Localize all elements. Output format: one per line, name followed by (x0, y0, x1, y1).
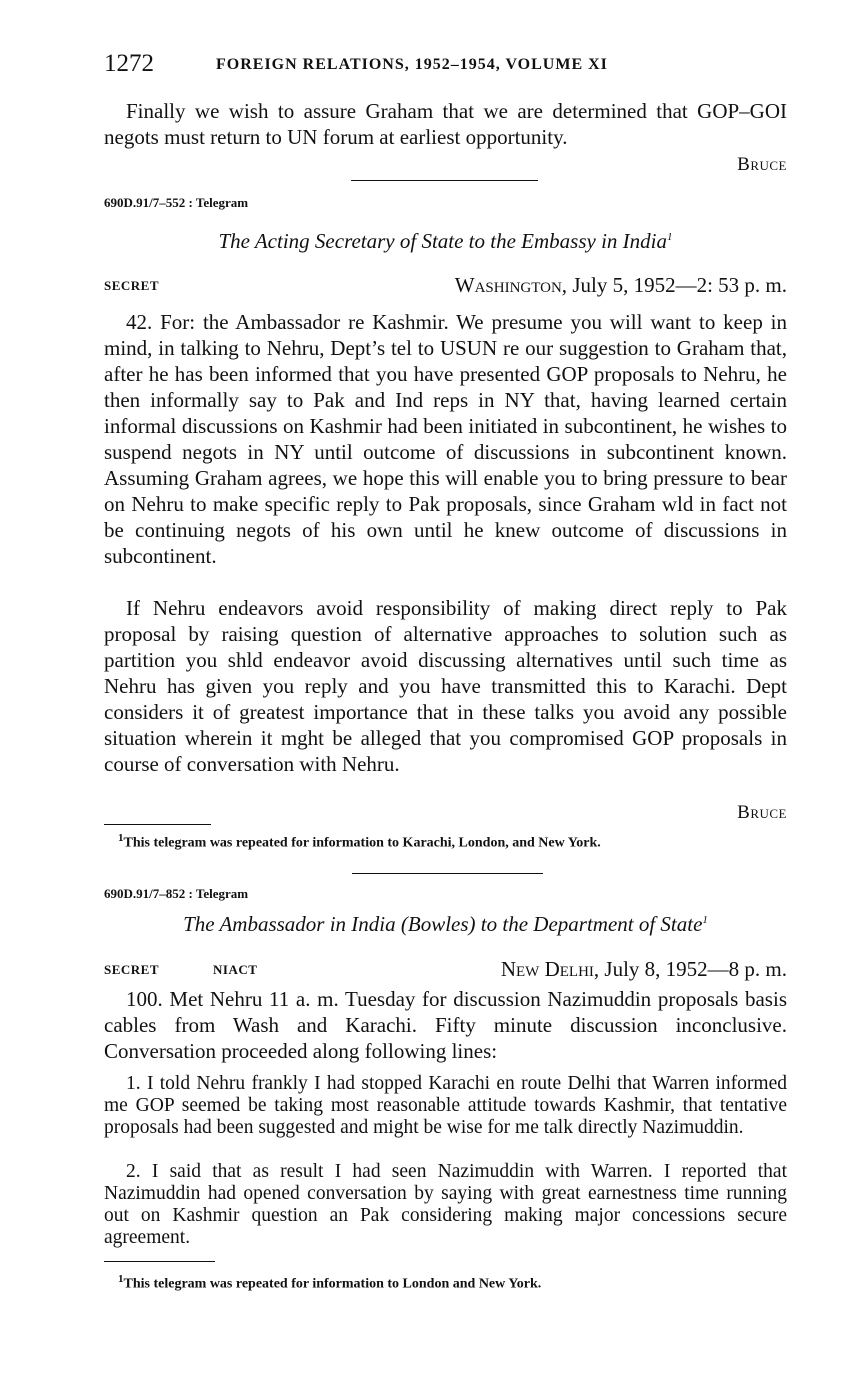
doc2-date: July 8, 1952—8 p. m. (604, 957, 787, 981)
doc1-date: July 5, 1952—2: 53 p. m. (572, 273, 787, 297)
doc2-footnote-text: This telegram was repeated for information to London and New York. (123, 1276, 542, 1292)
doc1-file-reference: 690D.91/7–552 : Telegram (104, 195, 249, 210)
doc2-dateline (501, 957, 787, 982)
running-title: FOREIGN RELATIONS, 1952–1954, VOLUME XI (216, 56, 608, 73)
doc2-heading-footnote-mark: 1 (702, 914, 708, 926)
doc1-heading (104, 229, 787, 254)
doc1-heading-text: The Acting Secretary of State to the Embassy in India (218, 229, 667, 253)
doc2-footnote-rule (104, 1261, 215, 1262)
doc2-heading-post: ) to the Department of State (468, 912, 703, 936)
doc1-footnote (104, 830, 787, 852)
doc1-footnote-mark: 1 (118, 832, 124, 844)
doc2-item-2: 2. I said that as result I had seen Nazimuddin with Warren. I reported that Nazimuddin had opened conversation by saying with great earnestness time running out on Kashmir question an Pak considering making major concessions secure agreement. (104, 1161, 787, 1248)
doc2-paragraph: 100. Met Nehru 11 a. m. Tuesday for discussion Nazimuddin proposals basis cables from Wash and Karachi. Fifty minute discussion inconclusive. Conversation proceeded along following lines: (104, 987, 787, 1063)
doc2-priority: NIACT (213, 962, 258, 977)
doc2-classification: SECRET (104, 962, 160, 977)
doc1-footnote-text: This telegram was repeated for information to Karachi, London, and New York. (123, 835, 601, 851)
page-number: 1272 (104, 50, 154, 77)
doc2-heading (104, 912, 787, 937)
intro-signature: Bruce (737, 154, 787, 175)
doc2-footnote-mark: 1 (118, 1273, 124, 1285)
doc1-paragraph-2: If Nehru endeavors avoid responsibility of making direct reply to Pak proposal by raising question of alternative approaches to solution such as partition you shld endeavor avoid discussing alternatives until such time as Nehru has given you reply and you have transmitted this to Karachi. Dept considers it of greatest importance that in these talks you avoid any possible situation wherein it mght be alleged that you compromised GOP proposals in course of conversation with Nehru. (104, 596, 787, 776)
doc2-place: New Delhi, (500, 957, 600, 981)
doc1-heading-footnote-mark: 1 (667, 231, 673, 243)
doc2-footnote (104, 1271, 787, 1293)
doc2-file-reference: 690D.91/7–852 : Telegram (104, 886, 249, 901)
intro-paragraph: Finally we wish to assure Graham that we are determined that GOP–GOI negots must return to UN forum at earliest opportunity. (104, 99, 787, 149)
doc2-item-1: 1. I told Nehru frankly I had stopped Karachi en route Delhi that Warren informed me GOP seemed be taking most reasonable attitude towards Kashmir, that tentative proposals had been suggested and might be wise for me talk directly Nazimuddin. (104, 1073, 787, 1138)
doc1-footnote-rule (104, 824, 211, 825)
doc2-heading-name: Bowles (407, 912, 469, 936)
doc1-paragraph-1: 42. For: the Ambassador re Kashmir. We presume you will want to keep in mind, in talking to Nehru, Dept’s tel to USUN re our suggestion to Graham that, after he has been informed that you have presented GOP proposals to Nehru, he then informally say to Pak and Ind reps in NY that, having learned certain informal discussions on Kashmir had been initiated in subcontinent, he wishes to suspend negots in NY until outcome of discussions in subcontinent known. Assuming Graham agrees, we hope this will enable you to bring pressure to bear on Nehru to make specific reply to Pak proposals, since Graham wld in fact not be continuing negots of his own until he knew outcome of discussions in subcontinent. (104, 310, 787, 568)
doc1-place: Washington, (454, 273, 568, 297)
doc1-signature: Bruce (737, 802, 787, 823)
document-separator-2 (352, 873, 543, 874)
doc1-classification: SECRET (104, 278, 160, 293)
doc2-heading-pre: The Ambassador in India ( (183, 912, 408, 936)
doc1-dateline (455, 273, 787, 298)
document-separator (351, 180, 538, 181)
